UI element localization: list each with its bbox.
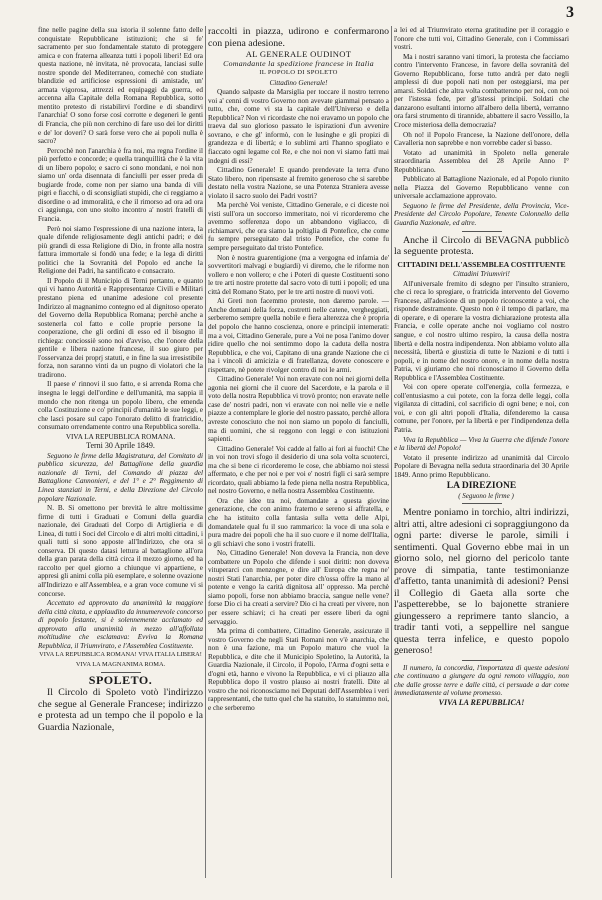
salutation: Cittadino Generale!: [269, 78, 328, 87]
paragraph: Ma prima di combattere, Cittadino Generale, assicurate il vostro Governo che negli Stati Romani non v'è anarchia, che non è una fazione, ma un Popolo maturo che vuol la Repubblica, e dite che il Municipio Spoletino, la Autorità, la Guardia Nazionale, il Circolo, il Popolo, l'Arma d'ogni setta e d'ogni età, hanno e vivono la Repubblica, e vi ci pliauzo alla Repubblica dopo il vostro plauso ai nostri fratelli. Dite al vostro che noi riconosciamo nei Deputati dell'Assemblea i veri rappresentanti, che tutto quel che ha statuito, lo statuimmo noi, e che serberemo: [208, 627, 389, 713]
paragraph: Non è nostra guarentigione (ma a vergogna ed infamia de' sovvertitori malvagi e bugiardi) vi diremo, che le riforme non vollero e non vollero; e che i Poteri di queste Costituenti sono le tre arti nostre protette dal sacro voto di tutti i popoli; ed una città del Romano Stato, per le tre arti nostre di nuovi voti.: [208, 253, 389, 296]
viva-line: Viva la Repubblica — Viva la Guerra che difende l'onore e la libertà del Popolo!: [394, 435, 569, 453]
paragraph: Cittadino Generale! Voi cadde al fallo ai fori ai fuochi! Che in voi non trovi sfogo il desiderio di una sola volta scuoterci, ma che si bene ci ricorderemo le cose, che abbiamo noi stessi affermato, e che per noi e per voi e' nostri figli ci sarà sempre ricordato, quali abbiamo la fede piena nella nostra Repubblica, nel nostro Governo, e nella nostra Assemblea Costituente.: [208, 444, 389, 496]
signatures-note: Seguono le firme del Presidente, della Provincia, Vice-Presidente del Circolo Popolare, Tenente Colonnello della Guardia Nazionale, ed altre.: [394, 201, 569, 228]
paragraph: Quando salpaste da Marsiglia per toccare il nostro terreno voi a' cenni di vostro Governo non avevate giammai pensato a tutto, che, come vi sta la capitale dell'Universo e della Repubblica? Non vi ricordaste che noi eravamo un popolo che traeva dal suo glorioso passato le ispirazioni d'un avvenire sovrano, e che gl' informò, con le lusinghe e gli propizi di grandezza e di libertà; e lo sublimi arti l'hanno spogliato e fiaccato ogni legame col Re, e che noi non vi siamo fatti mai indegni di essi?: [208, 88, 389, 165]
heading-assembly: CITTADINI DELL'ASSEMBLEA COSTITUENTE: [397, 259, 566, 269]
section-heading-spoleto: SPOLETO.: [88, 673, 153, 688]
signatures-note: Seguono le firme della Magistratura, del Comitato di pubblica sicurezza, del Battaglione della guardia nazionale di Terni, del Comando di piazza del Battaglione Cannonieri, e del 1° e 2° Reggimento di Linea stanziati in Terni, e della Direzione del Circolo popolare Nazionale.: [38, 451, 203, 503]
paragraph: Ma i nostri saranno vani timori, la protesta che facciamo contro l'intervento Francese, in favore della sovranità del Governo Repubblicano, forse tutto andrà per dato negli amplessi di due popoli nati non per osteggiarsi, ma per amarsi. Soldati che altra volta combatterono per noi, con noi per l'istessa fede, per gl'istessi principii. Soldati che danzarono esultanti intorno all'albero della libertà, verranno ora farsi strumento di tirannide, abbattere il sacro Vessillo, la Croce misteriosa della democrazia?: [394, 52, 569, 130]
paragraph: Cittadino Generale! E quando prendevate la terra d'uno Stato libero, non ripensaste al fremito generoso che si sarebbe destato nella vostra Nazione, se una Potenza Straniera avesse violato il sacro suolo dei Padri vostri?: [208, 166, 389, 200]
column-right: [394, 26, 569, 709]
paragraph: Ma perchè Voi veniste, Cittadino Generale, e ci diceste noi visti sull'ora un soccorso immeritato, noi vi ricorderemo che avemmo sofferenza dopo un abbandono vigliacco, di richiamarvi, che ora siamo la poltiglia di Pontefice, che come fu sempre perseguitato dal tristo Pontefice, che come fu sempre perseguitato dal tristo Pontefice.: [208, 201, 389, 253]
paragraph: Il Circolo di Spoleto votò l'indirizzo che segue al Generale Francese; indirizzo e protesta ad un tempo che il popolo e la Guardia Nazionale,: [38, 687, 203, 733]
heading-address: AL GENERALE OUDINOT: [245, 49, 352, 59]
divider: [462, 503, 502, 504]
paragraph: Mentre poniamo in torchio, altri indirizzi, altri atti, altre adesioni ci sopraggiungono da ogni parte: diverse le parole, simili i sentimenti. Qual Governo ebbe mai in un giorno solo, nel giorno del pericolo tante prove di simpatia, tante testimonianze d'affetto, tanta unanimità di adesioni? Pensi il Collegio di Gaeta alla sorte che l'aspetterebbe, se lo bajonette straniere giungessero a reprimere tanto slancio, a tradir tanti voti, a seppellire nel sangue questa terra infelice, e questo popolo generoso!: [394, 507, 569, 657]
signatures-note: ( Seguono le firme ): [458, 491, 514, 500]
paragraph: Oh no! il Popolo Francese, la Nazione dell'onore, della Cavalleria non saprebbe e non vorrebbe cader sì basso.: [394, 130, 569, 148]
paragraph: Pubblicato al Battaglione Nazionale, ed al Popolo riunito nella Piazza del Governo Repubblicano venne con universale acclamazione approvato.: [394, 175, 569, 201]
dateline: Terni 30 Aprile 1849.: [86, 441, 155, 451]
paragraph: raccolti in piazza, udirono e confermarono con piena adesione.: [208, 26, 389, 49]
paragraph: All'universale fremito di sdegno per l'insulto straniero, che ci reca lo spregiare, o fratricida intervento del Governo Francese, all'adesione di un popolo riconoscente a voi, che risponde destramente. Questo non è il tempo di parlare, ma di operare, e di operare la vostra dichiarazione protesta alla Francia, e colle operate anche noi vogliamo col nostro sangue, e col nostro ultimo respiro, la causa della nostra libertà e della nostra indipendenza. Non abbiamo voluto alla necessità, libertà e giustizia di tutte le Nazioni e di tutti i popoli, e in nome del nostro onore, e in nome della nostra Patria, vi giuriamo che noi riconosciamo il Governo della Repubblica e l'Assemblea Costituente.: [394, 279, 569, 382]
paragraph: Accettato ed approvato da unanimità la maggiore della città citata, e applaudito da innumerevole concorso di popolo festante, si è solennemente acclamato ed approvato alla unanimità in mezzo all'affollata moltitudine che esclamava: Evviva la Romana Repubblica, il Triumvirato, e l'Assemblea Costituente.: [38, 599, 203, 650]
viva-line: VIVA LA MAGNANIMA ROMA.: [75, 660, 166, 668]
heading-subtitle: Comandante la spedizione francese in Italia: [223, 58, 374, 68]
paragraph: Il paese e' rinnovi il suo fatto, e si arrenda Roma che insegna le leggi dell'ordine e dell'umanità, ma sappia il mondo che non ritenga un popolo libero, che emenda colla Costituzione e co' principii d'umanità le sue leggi, e che lasci posare sul capo l'onorato delitto di fratricidio, consumato orrendamente contro una Repubblica sorella.: [38, 380, 203, 432]
column-middle: [208, 26, 389, 714]
viva-line: VIVA LA REPUBBLICA!: [438, 698, 525, 708]
paragraph: Voi con opere operate coll'energia, colla fermezza, e coll'entusiasmo a cui potete, con la forza delle leggi, colla vigilanza di cittadini, col sacrificio di ogni bene; e noi, con voi, e con gli altri popoli d'Italia, difenderemo la causa comune, per l'onore, per la libertà e per l'indipendenza della Patria.: [394, 383, 569, 434]
divider: [462, 660, 502, 661]
paragraph: Ora che idee tra noi, domandate a questa giovine generazione, che con animo fraterno e sereno si affratella, e che ha istituito colla fantasia sulla vetta delle Alpi, domandatele qual fu il suo rammarico: la voce di una sola e pura madre dei popoli che ha il suo cuore e il nome dell'Italia, o gli schiavi che sono i vostri fratelli.: [208, 496, 389, 548]
paragraph: Il numero, la concordia, l'importanza di queste adesioni che continuano a giungere da ogni remoto villaggio, non che dalle grosse terre e dalle città, ci persuade a dar come immediatamente al volume promesso.: [394, 663, 569, 698]
paragraph: No, Cittadino Generale! Non doveva la Francia, non deve combattere un Popolo che difende i suoi diritti: non doveva vituperarci con menzogne, e dire all' Europa che regna ne' nostri Stati l'anarchia, per poter dire ch'ossa offre la mano al potente e vengo la carità dignitosa all' oppresso. Ma perchè siamo popoli, forse non abbiamo braccia, sangue nelle vene? forse Dio ci ha creati a servire? Dio ci ha creati per vivere, non per essere schiavi; ci ha creati per essere liberi da ogni servaggio.: [208, 549, 389, 626]
column-left: [38, 26, 203, 734]
viva-line: VIVA LA REPUBBLICA ROMANA! VIVA ITALIA LIBERA!: [39, 651, 202, 659]
paragraph: Votato ad unanimità in Spoleto nella generale straordinaria Assemblea del 28 Aprile Anno I° Repubblicano.: [394, 148, 569, 174]
divider: [462, 231, 502, 232]
paragraph: Ai Greti non facemmo proteste, non daremo parole. — Anche domani della forza, costretti nelle catene, vergheggiati, serberemo sempre quella nobile e fiera alterezza che è propria del popolo che hanno coscienza, onore e principii intemerati: ma a voi, Cittadino Generale, pure a Voi ne posa l'animo dover ridire quello che noi sentimmo dopo la caduta della nostra Repubblica, e che voi, Capitano di una grande Nazione che ci ha i vincoli di amicizia e di fratellanza, dovete conoscere e rispettare, nè potete rivolger contro di noi le armi.: [208, 297, 389, 374]
paragraph: a lei ed al Triumvirato eterna gratitudine per il coraggio e l'onore che tutti voi, Cittadino Generale, con i Commissari vostri.: [394, 26, 569, 52]
paragraph: N. B. Si omettono per brevità le altre moltissime firme di tutti i Graduati e Comuni della guardia nazionale, dei Graduati del Corpo di Artiglieria e di Linea, di tutti i Soci del Circolo e di altri molti cittadini, i quali tutti si sono apposte all'Indirizzo, che ora si conserva. Di questo datasi lettura al battaglione all'ora della gran parata della città circa il mezzo giorno, ed ha raccolto per quel giorno a chiunque vi appartiene, e appresi gli animi colla più esemplare, e solenne ovazione all'Indirizzo e all'Assemblea, e a gran voce comune vi si concorse.: [38, 504, 203, 598]
paragraph: Cittadino Generale! Voi non eravate con noi nei giorni della agonia nei giorni che il cuore del Sacerdote, e la parola e il voto della nostra Repubblica vi trovò pronto; non eravate nelle case de' nostri padri, non vi eravate con noi nelle vie e nelle piazze a contemplare le glorie del nostro passato, perchè allora avreste conosciuto che noi non siamo un popolo di fanciulli, ma di uomini, che si reggono con leggi e con istituzioni sapienti.: [208, 375, 389, 444]
salutation: Cittadini Triumviri!: [453, 270, 510, 279]
paragraph: Però noi siamo l'espressione di una nazione intera, la quale difende religiosamente degli antichi padri; e dei più grandi di essa Religione di Dio, in fronte alla nostra fattura immortale si fondò una fede; e la lega di diritti politici che la Sovranità del Popolo ed anche la Religione dei Padri, ha santificato e consacrato.: [38, 224, 203, 276]
viva-line: VIVA LA REPUBBLICA ROMANA.: [65, 432, 176, 441]
page-number: 3: [566, 4, 574, 21]
paragraph: Il Popolo di il Municipio di Terni pertanto, e quanto qui vi hanno Autorità e Rappresentanze Civili e Militari prestano piena ed unanime adesione col presente Indirizzo al magnanimo contegno ed al dignitoso operato del Governo della Repubblica Romana; perchè anche a sostenerla col fatto e colle proprie persone la cooperazione, che gli ordini di esso ed il bisogno il richiega: conciossiè sono noi d'avviso, che l'onore della gentile e libera nazione francese, il suo giuro per l'osservanza dei proprj statuti, e in fine la sua irresistibile forza, non saranno vinti da un pugno di violatori che la tradirono.: [38, 276, 203, 379]
paragraph: fine nelle pagine della sua istoria il solenne fatto delle conquistate Repubblicane istituzioni; che si fe' sacramento per suo fondamentale statuto di proteggere amica e con fraterna alleanza tutti i popoli liberi! Ed ora questa nazione, nè invitata, nè provocata, lanciasi sulle nostre sponde del Mediterraneo, comechè con studiate blandizie ed artificiose espressioni di amistade, un' armata vigorosa, attrezzi ed equipaggi da guerra, ed accenna alla Capitale della Romana Repubblica, sotto mentito pretesto di ristabilirvi l'ordine e di sbandirvi l'anarchia! O sono forse così corrotte e degeneri le genti di Francia, che più non cerchino di fare uso dei lor diritti e de' lor doveri? O sarà forse vero che ai popoli nulla è sacro?: [38, 26, 203, 146]
column-rule: [205, 26, 206, 878]
heading-sender: IL POPOLO DI SPOLETO: [259, 69, 338, 77]
column-rule: [391, 26, 392, 878]
paragraph: Anche il Circolo di BEVAGNA pubblicò la seguente protesta.: [394, 234, 569, 258]
paragraph: Votato il presente indirizzo ad unanimità dal Circolo Popolare di Bevagna nella seduta straordinaria del 30 Aprile 1849. Anno primo Repubblicano.: [394, 453, 569, 479]
paragraph: Percochè non l'anarchia è fra noi, ma regna l'ordine il più perfetto e concorde; e quella tranquillità che è la vita di un libero popolo; e sacro ci sono mondani, e noi non siamo un' orda disennata di fanciulli per esser preda di bugiarde frode, come non per siamo una banda di vili pigri e fiacchi, o di sconsigliati stupidi, che ci reggiamo a disordine o ad immoralità, e che il rimorso ad ora ad ora ci aggiunga, con uno stolto incontro a' nostri fratelli di Francia.: [38, 146, 203, 224]
heading-direzione: LA DIREZIONE: [446, 481, 517, 492]
